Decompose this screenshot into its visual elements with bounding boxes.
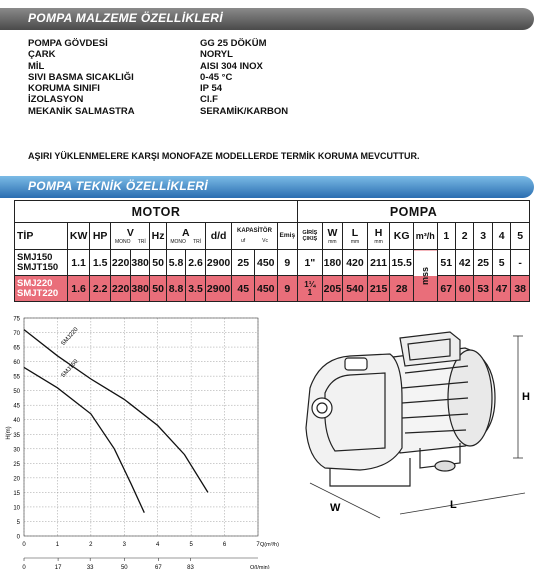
row2-tip2: SMJT220 <box>17 287 59 299</box>
x-tick-label-q: 2 <box>89 542 93 548</box>
row2-w: 205 <box>322 276 343 302</box>
y-tick-label: 60 <box>13 360 20 367</box>
pump-drawing <box>290 318 534 528</box>
col-hz: Hz <box>150 223 166 250</box>
spec-key: İZOLASYON <box>28 94 84 106</box>
y-tick-label: 15 <box>13 490 20 497</box>
row2-vc: 450 <box>254 276 277 302</box>
y-tick-label: 55 <box>13 374 20 381</box>
x-tick-label-q: 3 <box>122 542 126 548</box>
row2-dd: 2900 <box>205 276 232 302</box>
y-tick-label: 5 <box>16 519 20 526</box>
row1-q1: 51 <box>437 250 455 276</box>
row2-a-mono: 8.8 <box>166 276 185 302</box>
col-kw: KW <box>68 223 90 250</box>
x-tick-label-q: 0 <box>22 542 26 548</box>
col-l-mm: mm <box>350 239 360 245</box>
col-emis: Emiş <box>277 223 298 250</box>
spec-row <box>28 49 400 60</box>
row1-kg: 15.5 <box>390 250 414 276</box>
row1-v-tri: 380 <box>130 250 149 276</box>
col-a <box>166 223 205 250</box>
col-w <box>322 223 343 250</box>
spec-value: Cl.F <box>200 94 218 106</box>
row2-tip1: SMJ220 <box>17 277 53 289</box>
y-tick-label: 10 <box>13 505 20 512</box>
col-dd: d/d <box>205 223 232 250</box>
row1-tip2: SMJT150 <box>17 261 59 273</box>
row1-l: 420 <box>343 250 368 276</box>
thermal-protection-note: AŞIRI YÜKLENMELERE KARŞI MONOFAZE MODELLERDE TERMİK KORUMA MEVCUTTUR. <box>28 151 420 161</box>
dim-h-label: H <box>522 391 530 403</box>
x-tick-label-q: 4 <box>156 542 160 548</box>
y-axis-label: H(m) <box>6 426 12 440</box>
y-tick-label: 40 <box>13 418 20 425</box>
spec-key: KORUMA SINIFI <box>28 83 100 95</box>
col-q4: 4 <box>492 223 510 250</box>
row1-q2: 42 <box>456 250 474 276</box>
x-tick-label-l: 17 <box>54 565 62 569</box>
y-tick-label: 65 <box>13 345 20 352</box>
col-kap-vc: Vc <box>262 238 268 244</box>
row1-giris: 1" <box>298 250 323 276</box>
col-tip: TİP <box>15 223 68 250</box>
row1-dd: 2900 <box>205 250 232 276</box>
row2-q4: 47 <box>492 276 510 302</box>
x-tick-label-q: 1 <box>55 542 60 548</box>
spec-row <box>28 106 400 117</box>
technical-banner-title: POMPA TEKNİK ÖZELLİKLERİ <box>28 179 208 193</box>
spec-value: 0-45 °C <box>200 71 233 83</box>
spec-key: POMPA GÖVDESİ <box>28 38 108 49</box>
row2-giris-b: 1 <box>307 287 313 297</box>
col-q: m³/h <box>413 223 437 250</box>
row1-uf: 25 <box>232 250 255 276</box>
col-w-mm: mm <box>328 239 337 245</box>
plot-frame <box>24 318 258 536</box>
col-kg: KG <box>390 223 414 250</box>
spec-value: SERAMİK/KARBON <box>200 105 289 117</box>
row2-giris-a: 1¼ <box>304 279 316 289</box>
materials-banner-title: POMPA MALZEME ÖZELLİKLERİ <box>28 11 223 25</box>
spec-row <box>28 61 400 72</box>
spec-value: NORYL <box>200 49 233 61</box>
row1-a-mono: 5.8 <box>166 250 185 276</box>
col-v-mono: MONO <box>114 239 131 245</box>
material-specs <box>28 38 400 117</box>
x-tick-label-l: 0 <box>22 565 26 569</box>
x-axis-label-q: Q(m³/h) <box>260 542 279 548</box>
spec-key: SIVI BASMA SICAKLIĞI <box>28 71 134 83</box>
row2-kw: 1.6 <box>68 276 90 302</box>
row2-emis: 9 <box>277 276 298 302</box>
row1-hp: 1.5 <box>89 250 111 276</box>
col-h-label: H <box>374 227 383 239</box>
series-line-smj220 <box>24 330 208 493</box>
dim-l-label: L <box>450 499 457 511</box>
technical-banner <box>0 174 534 200</box>
y-tick-label: 25 <box>13 461 20 468</box>
y-tick-label: 30 <box>13 447 20 454</box>
row1-kw: 1.1 <box>68 250 90 276</box>
performance-chart <box>0 308 285 569</box>
table-row <box>15 276 530 302</box>
col-w-label: W <box>327 227 338 239</box>
spec-key: ÇARK <box>28 49 56 61</box>
spec-row <box>28 94 400 105</box>
row1-v-mono: 220 <box>111 250 130 276</box>
row1-q5: - <box>511 250 530 276</box>
x-tick-label-q: 6 <box>222 542 227 548</box>
x-tick-label-l: 33 <box>86 565 94 569</box>
spec-value: AISI 304 INOX <box>200 60 263 72</box>
dim-w-label: W <box>330 502 341 514</box>
col-hp: HP <box>89 223 111 250</box>
row2-v-mono: 220 <box>111 276 130 302</box>
row2-giris <box>298 276 323 302</box>
materials-banner <box>0 6 534 32</box>
x-axis-label-l: Q(l/min) <box>250 565 270 569</box>
y-tick-label: 20 <box>13 476 20 483</box>
col-kap-uf: uf <box>240 238 246 244</box>
col-v <box>111 223 150 250</box>
row1-a-tri: 2.6 <box>186 250 205 276</box>
spec-value: IP 54 <box>200 83 223 95</box>
spec-row <box>28 72 400 83</box>
mss-cell <box>413 250 437 302</box>
row1-vc: 450 <box>254 250 277 276</box>
row2-q2: 60 <box>456 276 474 302</box>
series-line-smj150 <box>24 367 144 512</box>
row1-tip <box>15 250 68 276</box>
y-tick-label: 75 <box>13 316 20 323</box>
col-l <box>343 223 368 250</box>
col-a-tri: TRİ <box>193 239 202 245</box>
series-label-smj150: SMJ150 <box>60 358 80 380</box>
row1-h: 211 <box>367 250 390 276</box>
x-tick-label-l: 50 <box>120 565 128 569</box>
series-label-smj220: SMJ220 <box>60 326 80 348</box>
col-giris: GİRİŞ ÇIKIŞ <box>298 223 323 250</box>
col-v-label: V <box>126 227 134 239</box>
row1-hz: 50 <box>150 250 166 276</box>
row2-l: 540 <box>343 276 368 302</box>
row1-emis: 9 <box>277 250 298 276</box>
row2-uf: 45 <box>232 276 255 302</box>
y-tick-label: 50 <box>13 389 20 396</box>
col-kap-label: KAPASİTÖR <box>237 228 272 234</box>
motor-group-header: MOTOR <box>15 201 298 223</box>
row2-h: 215 <box>367 276 390 302</box>
row2-hp: 2.2 <box>89 276 111 302</box>
row2-kg: 28 <box>390 276 414 302</box>
row2-q1: 67 <box>437 276 455 302</box>
row2-a-tri: 3.5 <box>186 276 205 302</box>
spec-key: MİL <box>28 60 45 72</box>
row2-hz: 50 <box>150 276 166 302</box>
table-row <box>15 250 530 276</box>
technical-table <box>14 200 530 302</box>
y-tick-label: 45 <box>13 403 20 410</box>
x-tick-label-l: 67 <box>155 565 162 569</box>
row2-q5: 38 <box>511 276 530 302</box>
col-q1: 1 <box>437 223 455 250</box>
col-q3: 3 <box>474 223 492 250</box>
row2-q3: 53 <box>474 276 492 302</box>
x-tick-label-q: 7 <box>256 542 260 548</box>
col-q2: 2 <box>456 223 474 250</box>
row2-v-tri: 380 <box>130 276 149 302</box>
spec-value: GG 25 DÖKÜM <box>200 38 267 49</box>
row2-tip <box>15 276 68 302</box>
col-q5: 5 <box>511 223 530 250</box>
mss-label: mss <box>420 266 431 285</box>
x-tick-label-l: 83 <box>187 565 194 569</box>
row1-tip1: SMJ150 <box>17 251 53 263</box>
y-tick-label: 70 <box>13 331 20 338</box>
spec-row <box>28 83 400 94</box>
row1-w: 180 <box>322 250 343 276</box>
col-a-label: A <box>181 227 190 239</box>
row1-q4: 5 <box>492 250 510 276</box>
y-tick-label: 0 <box>16 534 20 541</box>
y-tick-label: 35 <box>13 432 20 439</box>
col-h <box>367 223 390 250</box>
spec-row <box>28 38 400 49</box>
col-kapasitor <box>232 223 277 250</box>
col-a-mono: MONO <box>170 239 186 245</box>
col-h-mm: mm <box>374 239 383 245</box>
col-l-label: L <box>351 227 359 239</box>
pompa-group-header: POMPA <box>298 201 530 223</box>
col-v-tri: TRİ <box>137 239 146 245</box>
row1-q3: 25 <box>474 250 492 276</box>
spec-key: MEKANİK SALMASTRA <box>28 105 135 117</box>
x-tick-label-q: 5 <box>189 542 193 548</box>
